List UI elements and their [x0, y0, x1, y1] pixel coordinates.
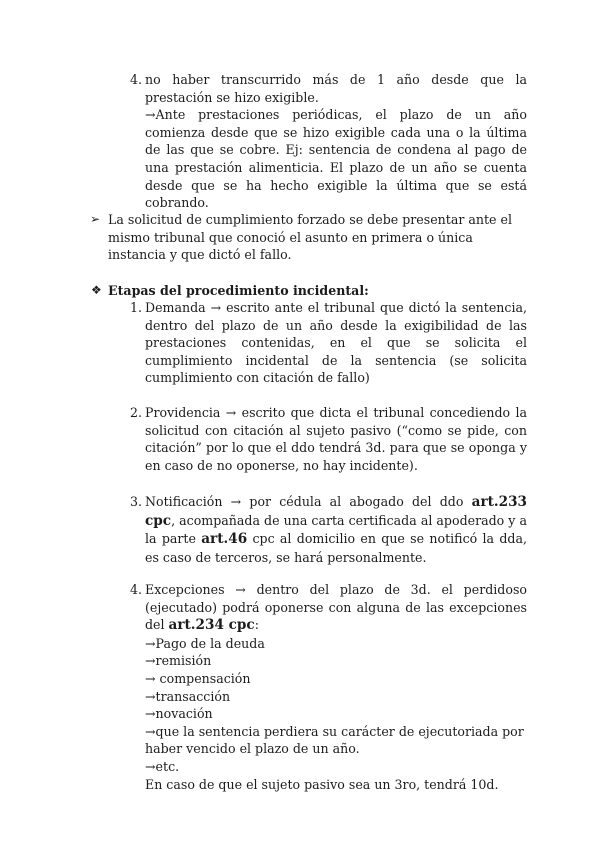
list-number: 2.	[129, 405, 142, 420]
arrow-bullet-icon: ➢	[90, 212, 101, 226]
paragraph: Providencia → escrito que dicta el tribunal concediendo la solicitud con citación al sujeto pasivo (“como se pide, con citación” por lo que el ddo tendrá 3d. para que se oponga y en caso de no oponerse, no hay incidente).	[145, 405, 527, 473]
stage-item-demanda	[145, 299, 527, 387]
sub-item: →novación	[145, 706, 213, 722]
stage-item-providencia	[145, 404, 527, 474]
paragraph: →Ante prestaciones periódicas, el plazo de un año comienza desde que se hizo exigible cada una o la última de las que se cobre. Ej: sentencia de condena al pago de una prestación alimenticia. El plazo de un año se cuenta desde que se ha hecho exigible la última que se está cobrando.	[145, 107, 527, 211]
text-segment: , acompañada de una carta certificada al apoderado y a la parte	[145, 512, 527, 547]
list-item-4-text	[145, 71, 527, 212]
stage-item-excepciones	[145, 581, 527, 793]
sub-item: →que la sentencia perdiera su carácter de ejecutoriada por haber vencido el plazo de un año.	[145, 723, 524, 757]
text-segment: Excepciones → dentro del plazo de 3d. el perdidoso (ejecutado) podrá oponerse con alguna de las excepciones del	[145, 582, 527, 633]
paragraph: La solicitud de cumplimiento forzado se debe presentar ante el mismo tribunal que conoció el asunto en primera o única instancia y que dictó el fallo.	[108, 212, 512, 263]
legal-reference: art.233 cpc	[145, 494, 527, 529]
bullet-paragraph	[108, 211, 528, 264]
diamond-bullet-icon: ❖	[91, 283, 102, 297]
section-heading	[108, 282, 528, 300]
text-segment: cpc al domicilio en que se notificó la dda, es caso de terceros, se hará personalmente.	[145, 531, 527, 565]
list-number: 4.	[129, 582, 142, 597]
paragraph: Demanda → escrito ante el tribunal que dictó la sentencia, dentro del plazo de un año desde la exigibilidad de las prestaciones contenidas, en el que se solicita el cumplimiento incidental de la sentencia (se solicita cumplimiento con citación de fallo)	[145, 300, 527, 386]
sub-item: →etc.	[145, 758, 180, 774]
paragraph	[145, 493, 527, 566]
text-segment: Notificación → por cédula al abogado del ddo	[145, 494, 472, 509]
list-number: 4.	[129, 72, 142, 87]
sub-item: →transacción	[145, 688, 231, 704]
text-segment: :	[254, 617, 259, 633]
stage-item-notificacion	[145, 493, 527, 566]
closing-line: En caso de que el sujeto pasivo sea un 3ro, tendrá 10d.	[145, 776, 499, 792]
sub-item: →Pago de la deuda	[145, 635, 265, 651]
legal-reference: art.46	[201, 531, 248, 548]
heading-text: Etapas del procedimiento incidental:	[108, 283, 369, 298]
list-number: 3.	[129, 494, 142, 509]
legal-reference: art.234 cpc	[168, 617, 255, 634]
paragraph: no haber transcurrido más de 1 año desde que la prestación se hizo exigible.	[145, 72, 527, 105]
paragraph	[145, 581, 527, 635]
sub-item: →remisión	[145, 653, 212, 669]
list-number: 1.	[129, 300, 142, 315]
sub-item: → compensación	[145, 670, 251, 686]
